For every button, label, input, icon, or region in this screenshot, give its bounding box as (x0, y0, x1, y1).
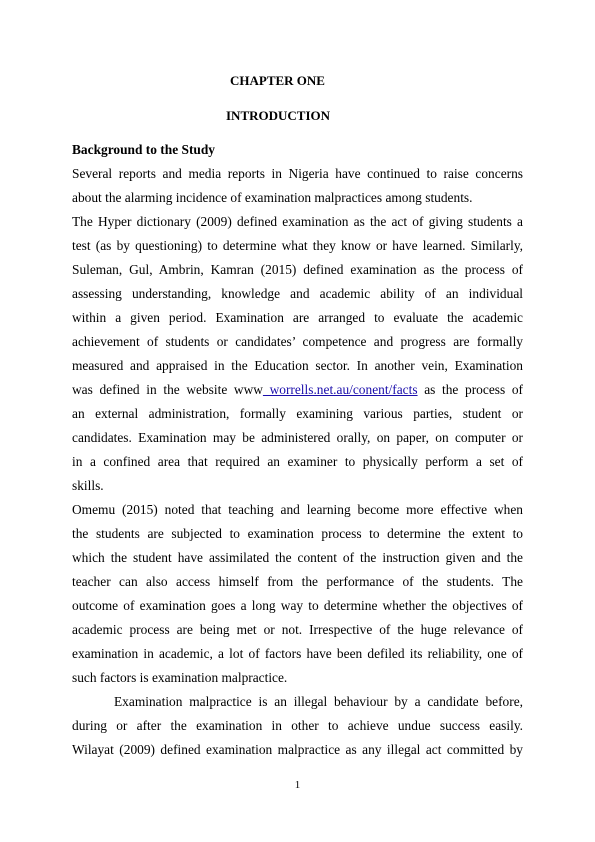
link-line-before: was defined in the website www (72, 382, 263, 397)
body-line: the students are subjected to examination process to determine the extent to (72, 526, 523, 541)
body-line-with-link (72, 382, 523, 398)
body-line-indented: Examination malpractice is an illegal behaviour by a candidate before, (114, 694, 523, 709)
body-line: an external administration, formally examining various parties, student or (72, 406, 523, 421)
section-heading: Background to the Study (72, 142, 215, 157)
body-line: test (as by questioning) to determine what they know or have learned. Similarly, (72, 238, 523, 253)
page-number: 1 (294, 779, 301, 791)
body-line: Suleman, Gul, Ambrin, Kamran (2015) defined examination as the process of (72, 262, 523, 277)
body-line: candidates. Examination may be administered orally, on paper, on computer or (72, 430, 523, 445)
body-line: The Hyper dictionary (2009) defined examination as the act of giving students a (72, 214, 523, 229)
body-line: during or after the examination in other to achieve undue success easily. (72, 718, 523, 733)
body-line: skills. (72, 478, 104, 493)
body-line: which the student have assimilated the content of the instruction given and the (72, 550, 523, 565)
link-line-after: as the process of (417, 382, 523, 397)
body-line: measured and appraised in the Education sector. In another vein, Examination (72, 358, 523, 373)
chapter-heading: CHAPTER ONE (230, 73, 325, 88)
body-line: in a confined area that required an examiner to physically perform a set of (72, 454, 523, 469)
body-line: Wilayat (2009) defined examination malpractice as any illegal act committed by (72, 742, 523, 757)
website-link[interactable]: worrells.net.au/conent/facts (262, 382, 418, 397)
body-line: outcome of examination goes a long way to determine whether the objectives of (72, 598, 523, 613)
body-line: within a given period. Examination are arranged to evaluate the academic (72, 310, 523, 325)
body-line: achievement of students or candidates’ competence and progress are formally (72, 334, 523, 349)
body-line: teacher can also access himself from the performance of the students. The (72, 574, 523, 589)
body-line: such factors is examination malpractice. (72, 670, 288, 685)
body-line: Several reports and media reports in Nigeria have continued to raise concerns (72, 166, 523, 181)
body-line: assessing understanding, knowledge and academic ability of an individual (72, 286, 523, 301)
body-line: about the alarming incidence of examination malpractices among students. (72, 190, 473, 205)
body-line: examination in academic, a lot of factors have been defiled its reliability, one of (72, 646, 523, 661)
body-line: Omemu (2015) noted that teaching and learning become more effective when (72, 502, 523, 517)
body-line: academic process are being met or not. Irrespective of the huge relevance of (72, 622, 523, 637)
page-title: INTRODUCTION (226, 108, 331, 123)
